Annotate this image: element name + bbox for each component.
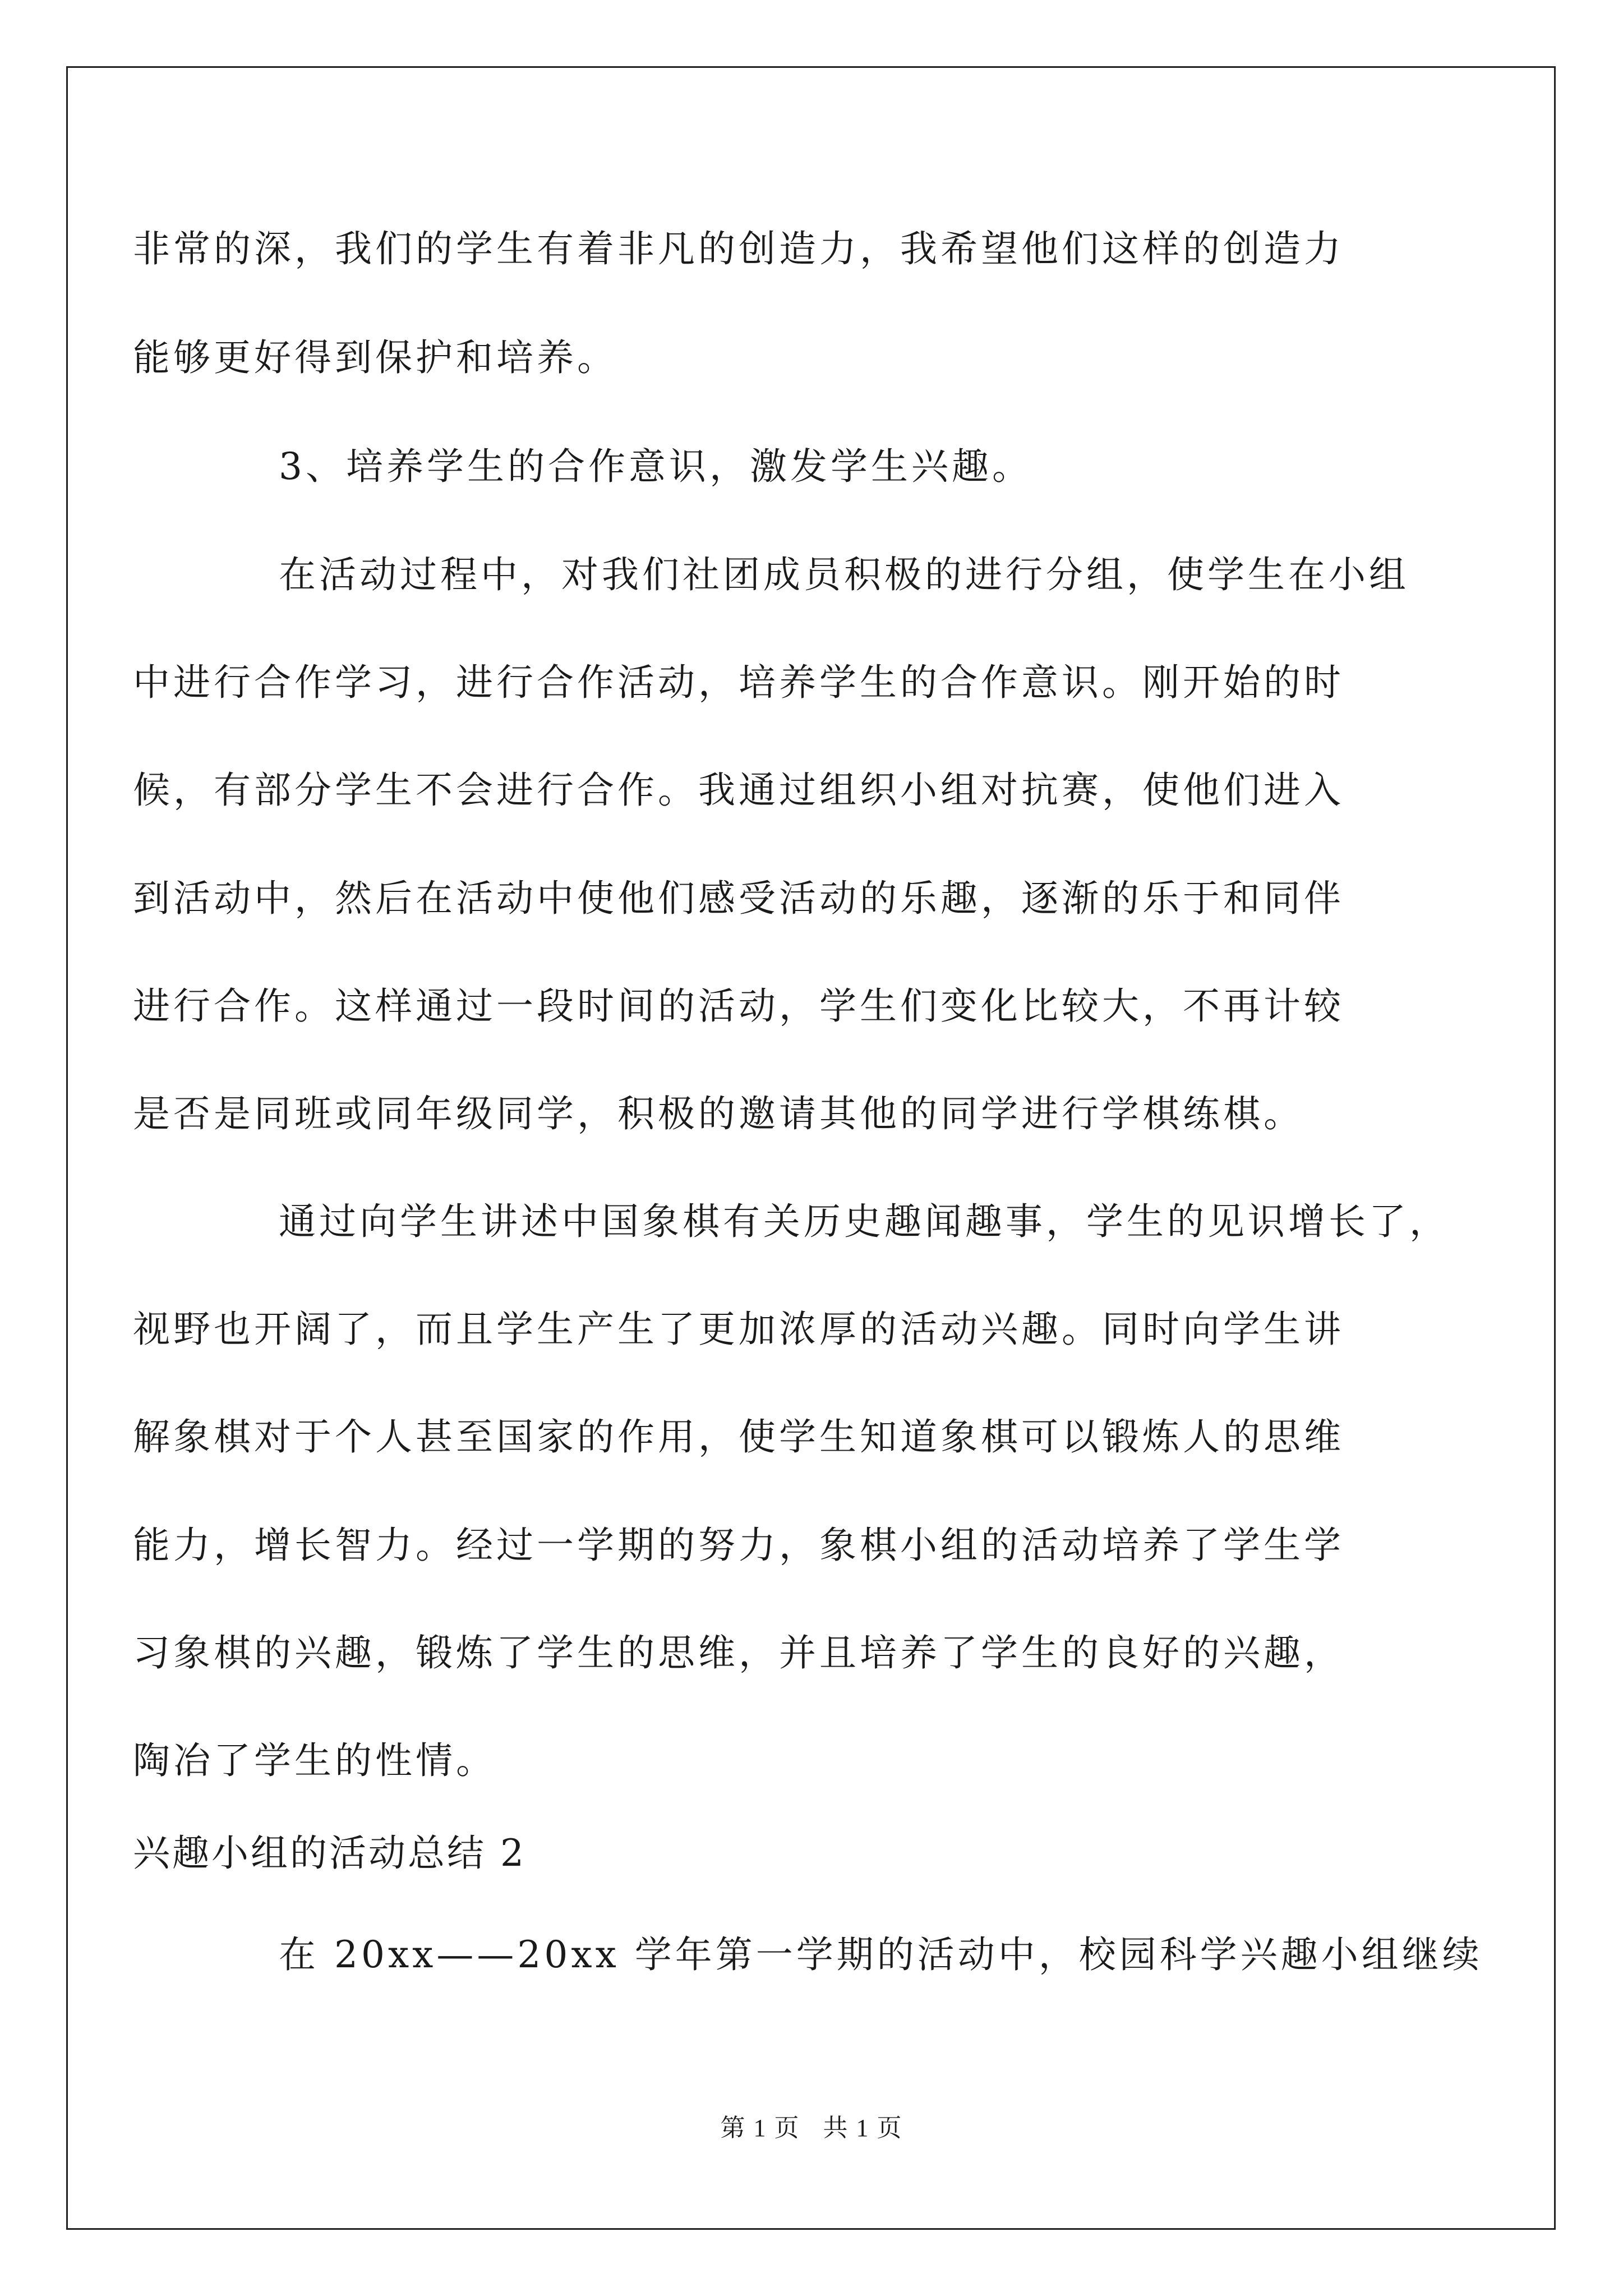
text-line: 是否是同班或同年级同学，积极的邀请其他的同学进行学棋练棋。 xyxy=(133,1092,1304,1135)
page-total: 共 1 页 xyxy=(823,2114,903,2142)
page-border xyxy=(66,66,1556,2230)
text-line: 到活动中，然后在活动中使他们感受活动的乐趣，逐渐的乐于和同伴 xyxy=(133,877,1344,920)
text-line: 在活动过程中，对我们社团成员积极的进行分组，使学生在小组 xyxy=(279,553,1409,596)
text-line: 解象棋对于个人甚至国家的作用，使学生知道象棋可以锻炼人的思维 xyxy=(133,1415,1344,1458)
text-line: 能力，增长智力。经过一学期的努力，象棋小组的活动培养了学生学 xyxy=(133,1524,1344,1567)
section-heading: 3、培养学生的合作意识，激发学生兴趣。 xyxy=(279,445,1032,488)
text-line: 能够更好得到保护和培养。 xyxy=(133,336,617,379)
text-line: 通过向学生讲述中国象棋有关历史趣闻趣事，学生的见识增长了， xyxy=(279,1200,1450,1243)
text-line: 候，有部分学生不会进行合作。我通过组织小组对抗赛，使他们进入 xyxy=(133,769,1344,812)
page-footer xyxy=(0,2113,1623,2144)
section-title: 兴趣小组的活动总结 2 xyxy=(133,1832,526,1875)
text-line: 非常的深，我们的学生有着非凡的创造力，我希望他们这样的创造力 xyxy=(133,227,1344,270)
text-line: 陶冶了学生的性情。 xyxy=(133,1739,496,1782)
page-number: 第 1 页 xyxy=(720,2114,800,2142)
text-line: 习象棋的兴趣，锻炼了学生的思维，并且培养了学生的良好的兴趣， xyxy=(133,1631,1344,1674)
text-line: 进行合作。这样通过一段时间的活动，学生们变化比较大，不再计较 xyxy=(133,984,1344,1028)
text-line: 视野也开阔了，而且学生产生了更加浓厚的活动兴趣。同时向学生讲 xyxy=(133,1308,1344,1351)
text-line: 中进行合作学习，进行合作活动，培养学生的合作意识。刚开始的时 xyxy=(133,661,1344,704)
text-line: 在 20xx——20xx 学年第一学期的活动中，校园科学兴趣小组继续 xyxy=(279,1933,1483,1976)
